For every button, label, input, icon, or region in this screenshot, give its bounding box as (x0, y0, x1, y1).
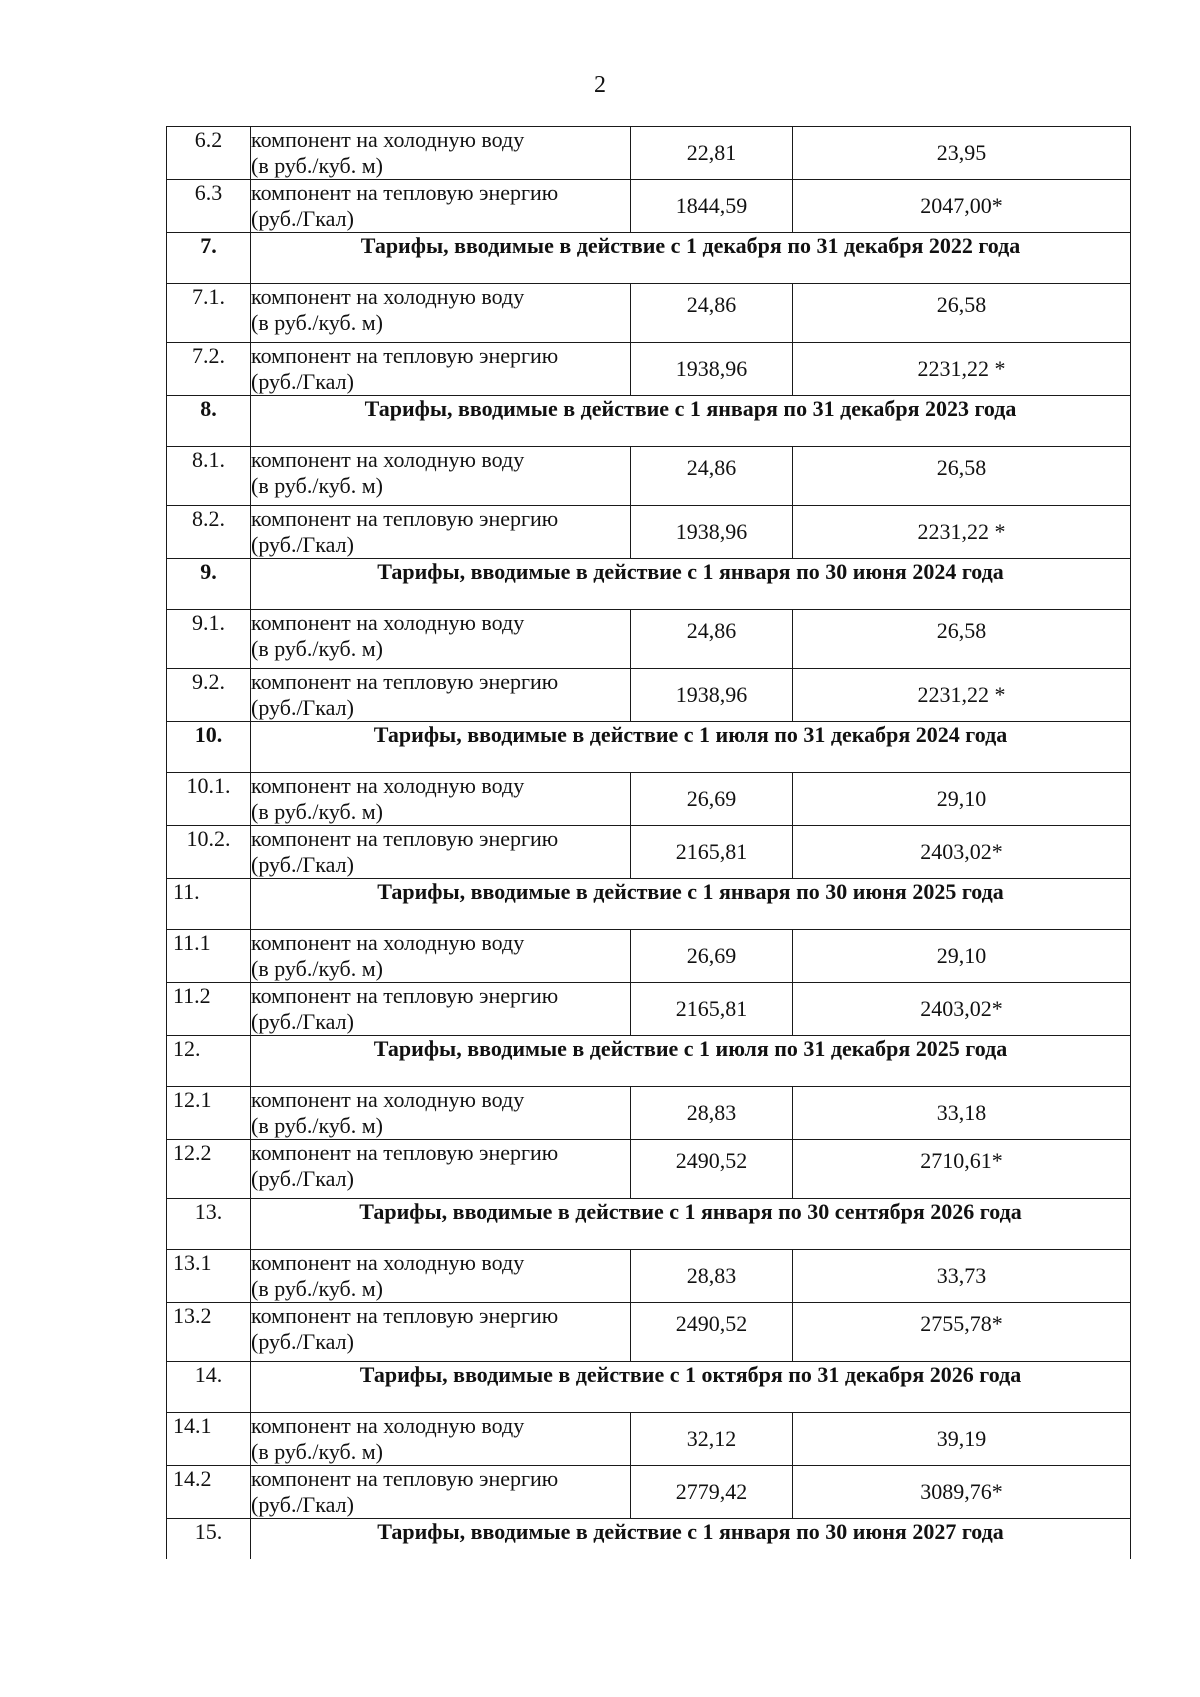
item-description-line1: компонент на холодную воду (251, 773, 525, 798)
tariff-item-row (167, 1087, 1131, 1140)
item-description-line1: компонент на холодную воду (251, 447, 525, 472)
section-spacer-row (167, 599, 1131, 610)
item-description-line1: компонент на холодную воду (251, 1087, 525, 1112)
item-description-line1: компонент на холодную воду (251, 1413, 525, 1438)
item-description-line2: (руб./Гкал) (251, 1329, 354, 1354)
section-number: 14. (167, 1362, 251, 1403)
tariff-value-1: 28,83 (631, 1087, 793, 1140)
item-description (251, 506, 631, 559)
tariff-value-2: 39,19 (793, 1413, 1131, 1466)
item-description (251, 669, 631, 722)
tariff-value-1: 2779,42 (631, 1466, 793, 1519)
tariff-value-2: 33,18 (793, 1087, 1131, 1140)
item-description (251, 284, 631, 343)
tariff-item-row (167, 506, 1131, 559)
tariff-item-row (167, 1250, 1131, 1303)
tariff-value-1: 2165,81 (631, 826, 793, 879)
section-spacer-row (167, 1239, 1131, 1250)
item-description (251, 180, 631, 233)
item-description-line1: компонент на тепловую энергию (251, 1140, 559, 1165)
section-spacer-cell (167, 273, 251, 284)
section-title: Тарифы, вводимые в действие с 1 января по 30 сентября 2026 года (251, 1199, 1131, 1240)
item-description (251, 983, 631, 1036)
tariff-value-1: 1844,59 (631, 180, 793, 233)
tariff-item-row (167, 826, 1131, 879)
item-description (251, 1250, 631, 1303)
item-description (251, 773, 631, 826)
tariff-value-2: 26,58 (793, 447, 1131, 506)
section-title: Тарифы, вводимые в действие с 1 января по 30 июня 2024 года (251, 559, 1131, 600)
tariff-value-1: 22,81 (631, 127, 793, 180)
tariff-value-1: 26,69 (631, 930, 793, 983)
item-number: 14.1 (167, 1413, 251, 1466)
tariff-value-2: 33,73 (793, 1250, 1131, 1303)
section-spacer-cell (251, 919, 1131, 930)
tariff-value-1: 28,83 (631, 1250, 793, 1303)
tariff-item-row (167, 669, 1131, 722)
section-number: 15. (167, 1519, 251, 1560)
item-description-line2: (руб./Гкал) (251, 369, 354, 394)
item-number: 7.1. (167, 284, 251, 343)
tariff-value-1: 24,86 (631, 284, 793, 343)
tariff-value-1: 2490,52 (631, 1303, 793, 1362)
page-number: 2 (594, 72, 606, 98)
item-description-line1: компонент на тепловую энергию (251, 343, 559, 368)
section-title: Тарифы, вводимые в действие с 1 января по 30 июня 2027 года (251, 1519, 1131, 1560)
tariff-item-row (167, 1140, 1131, 1199)
item-number: 11.1 (167, 930, 251, 983)
item-number: 7.2. (167, 343, 251, 396)
section-spacer-cell (251, 273, 1131, 284)
item-description-line2: (в руб./куб. м) (251, 1113, 383, 1138)
item-description-line2: (руб./Гкал) (251, 532, 354, 557)
item-number: 10.2. (167, 826, 251, 879)
section-spacer-row (167, 1402, 1131, 1413)
tariff-item-row (167, 983, 1131, 1036)
item-description-line2: (руб./Гкал) (251, 1009, 354, 1034)
item-description (251, 343, 631, 396)
section-spacer-row (167, 436, 1131, 447)
tariff-value-2: 2231,22 * (793, 669, 1131, 722)
item-description-line1: компонент на холодную воду (251, 284, 525, 309)
item-description-line1: компонент на холодную воду (251, 930, 525, 955)
item-description-line2: (руб./Гкал) (251, 1166, 354, 1191)
tariff-section-row (167, 1362, 1131, 1403)
item-description-line1: компонент на тепловую энергию (251, 1466, 559, 1491)
tariff-value-1: 24,86 (631, 610, 793, 669)
section-number: 10. (167, 722, 251, 763)
section-spacer-row (167, 273, 1131, 284)
item-description-line2: (руб./Гкал) (251, 206, 354, 231)
tariff-section-row (167, 722, 1131, 763)
item-description-line2: (в руб./куб. м) (251, 636, 383, 661)
tariff-value-2: 29,10 (793, 930, 1131, 983)
section-spacer-row (167, 762, 1131, 773)
section-spacer-cell (251, 599, 1131, 610)
item-description-line2: (руб./Гкал) (251, 695, 354, 720)
item-description (251, 447, 631, 506)
tariff-item-row (167, 284, 1131, 343)
tariff-value-1: 24,86 (631, 447, 793, 506)
tariff-item-row (167, 1303, 1131, 1362)
item-description (251, 826, 631, 879)
tariff-value-1: 1938,96 (631, 669, 793, 722)
item-number: 11.2 (167, 983, 251, 1036)
tariff-value-2: 2403,02* (793, 983, 1131, 1036)
section-spacer-cell (167, 1076, 251, 1087)
tariff-item-row (167, 127, 1131, 180)
tariff-value-2: 23,95 (793, 127, 1131, 180)
section-spacer-cell (167, 762, 251, 773)
item-description (251, 1413, 631, 1466)
item-description (251, 127, 631, 180)
item-number: 9.1. (167, 610, 251, 669)
tariff-value-2: 2231,22 * (793, 343, 1131, 396)
item-number: 12.1 (167, 1087, 251, 1140)
item-description (251, 1087, 631, 1140)
section-title: Тарифы, вводимые в действие с 1 декабря по 31 декабря 2022 года (251, 233, 1131, 274)
section-spacer-cell (251, 436, 1131, 447)
tariff-section-row (167, 1199, 1131, 1240)
item-number: 13.1 (167, 1250, 251, 1303)
section-spacer-row (167, 1076, 1131, 1087)
tariff-item-row (167, 773, 1131, 826)
tariff-value-2: 2231,22 * (793, 506, 1131, 559)
item-description-line2: (руб./Гкал) (251, 1492, 354, 1517)
section-title: Тарифы, вводимые в действие с 1 января по 30 июня 2025 года (251, 879, 1131, 920)
item-description-line2: (в руб./куб. м) (251, 1439, 383, 1464)
item-description-line2: (в руб./куб. м) (251, 1276, 383, 1301)
tariff-section-row (167, 1036, 1131, 1077)
tariff-value-2: 29,10 (793, 773, 1131, 826)
section-title: Тарифы, вводимые в действие с 1 января по 31 декабря 2023 года (251, 396, 1131, 437)
section-spacer-cell (251, 1239, 1131, 1250)
tariff-item-row (167, 1466, 1131, 1519)
section-number: 9. (167, 559, 251, 600)
section-spacer-cell (167, 436, 251, 447)
tariff-value-2: 2403,02* (793, 826, 1131, 879)
item-description-line2: (руб./Гкал) (251, 852, 354, 877)
tariff-item-row (167, 1413, 1131, 1466)
section-number: 12. (167, 1036, 251, 1077)
item-number: 8.2. (167, 506, 251, 559)
section-spacer-cell (251, 762, 1131, 773)
tariff-value-2: 2755,78* (793, 1303, 1131, 1362)
tariff-value-2: 2710,61* (793, 1140, 1131, 1199)
item-description (251, 1303, 631, 1362)
item-description (251, 1466, 631, 1519)
item-description (251, 610, 631, 669)
tariff-item-row (167, 610, 1131, 669)
tariff-value-2: 26,58 (793, 610, 1131, 669)
item-description-line1: компонент на тепловую энергию (251, 826, 559, 851)
section-title: Тарифы, вводимые в действие с 1 июля по 31 декабря 2024 года (251, 722, 1131, 763)
item-number: 8.1. (167, 447, 251, 506)
item-description (251, 930, 631, 983)
tariff-value-2: 26,58 (793, 284, 1131, 343)
tariff-value-1: 32,12 (631, 1413, 793, 1466)
tariff-table-body (167, 127, 1131, 1560)
item-description-line2: (в руб./куб. м) (251, 956, 383, 981)
section-spacer-row (167, 919, 1131, 930)
section-spacer-cell (251, 1076, 1131, 1087)
section-number: 11. (167, 879, 251, 920)
item-number: 13.2 (167, 1303, 251, 1362)
tariff-value-1: 2490,52 (631, 1140, 793, 1199)
item-description-line2: (в руб./куб. м) (251, 310, 383, 335)
tariff-item-row (167, 447, 1131, 506)
tariff-item-row (167, 343, 1131, 396)
item-number: 12.2 (167, 1140, 251, 1199)
tariff-section-row (167, 233, 1131, 274)
section-number: 7. (167, 233, 251, 274)
section-spacer-cell (167, 599, 251, 610)
item-number: 6.3 (167, 180, 251, 233)
tariff-section-row (167, 396, 1131, 437)
item-description-line1: компонент на холодную воду (251, 1250, 525, 1275)
item-description-line1: компонент на холодную воду (251, 610, 525, 635)
section-number: 13. (167, 1199, 251, 1240)
item-number: 6.2 (167, 127, 251, 180)
tariff-value-1: 26,69 (631, 773, 793, 826)
tariff-table (166, 126, 1131, 1559)
section-spacer-cell (167, 919, 251, 930)
item-number: 9.2. (167, 669, 251, 722)
item-description-line1: компонент на тепловую энергию (251, 506, 559, 531)
section-spacer-cell (251, 1402, 1131, 1413)
tariff-value-2: 2047,00* (793, 180, 1131, 233)
item-description-line1: компонент на тепловую энергию (251, 180, 559, 205)
tariff-section-row (167, 879, 1131, 920)
item-description-line1: компонент на тепловую энергию (251, 669, 559, 694)
section-title: Тарифы, вводимые в действие с 1 июля по 31 декабря 2025 года (251, 1036, 1131, 1077)
item-description-line2: (в руб./куб. м) (251, 473, 383, 498)
tariff-section-row (167, 1519, 1131, 1560)
item-number: 10.1. (167, 773, 251, 826)
tariff-item-row (167, 180, 1131, 233)
section-number: 8. (167, 396, 251, 437)
tariff-value-1: 1938,96 (631, 506, 793, 559)
item-description-line1: компонент на холодную воду (251, 127, 525, 152)
item-description-line2: (в руб./куб. м) (251, 799, 383, 824)
tariff-value-1: 1938,96 (631, 343, 793, 396)
section-spacer-cell (167, 1239, 251, 1250)
item-number: 14.2 (167, 1466, 251, 1519)
tariff-section-row (167, 559, 1131, 600)
tariff-value-1: 2165,81 (631, 983, 793, 1036)
item-description-line2: (в руб./куб. м) (251, 153, 383, 178)
item-description-line1: компонент на тепловую энергию (251, 1303, 559, 1328)
tariff-value-2: 3089,76* (793, 1466, 1131, 1519)
tariff-item-row (167, 930, 1131, 983)
item-description (251, 1140, 631, 1199)
item-description-line1: компонент на тепловую энергию (251, 983, 559, 1008)
section-spacer-cell (167, 1402, 251, 1413)
section-title: Тарифы, вводимые в действие с 1 октября по 31 декабря 2026 года (251, 1362, 1131, 1403)
